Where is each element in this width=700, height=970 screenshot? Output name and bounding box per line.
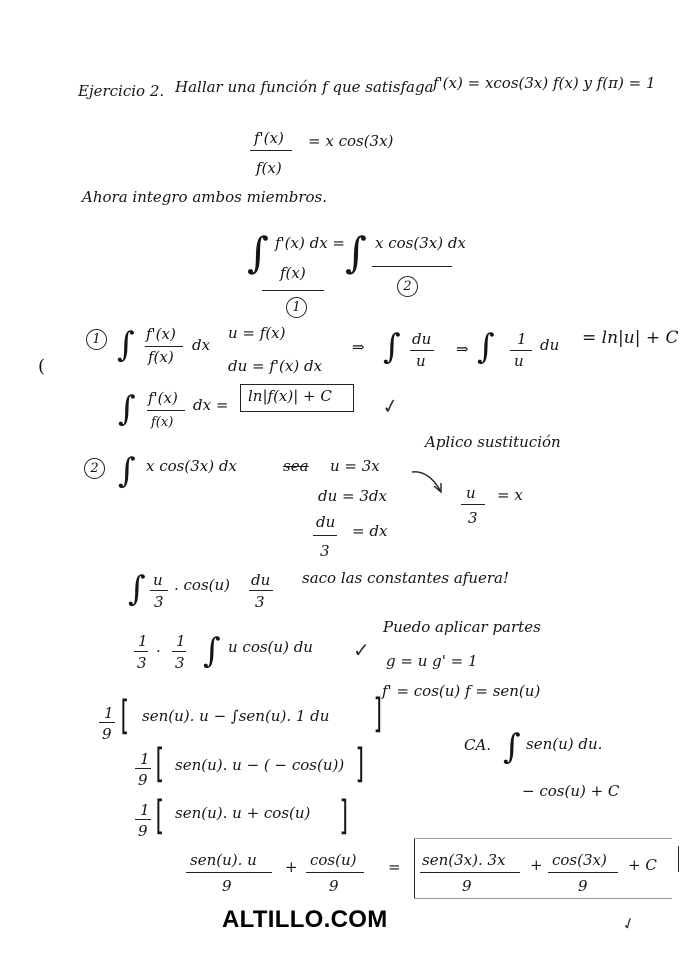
part4-c1-numerator: 1 xyxy=(138,632,148,650)
ca-result: − cos(u) + C xyxy=(522,782,620,800)
integral-sign: ∫ xyxy=(118,451,136,491)
integrate-text: Ahora integro ambos miembros. xyxy=(82,188,327,206)
part7-c-denominator: 9 xyxy=(138,822,148,840)
part8-a-denominator: 9 xyxy=(222,877,232,895)
part8-r-c: + C xyxy=(628,856,657,874)
part2-du3-denominator: 3 xyxy=(320,542,330,560)
integral-sign: ∫ xyxy=(247,228,269,277)
part2-x-rhs: = x xyxy=(497,486,523,504)
step2-left-underline xyxy=(262,290,324,291)
step2-right-numerator: x cos(3x) dx xyxy=(375,234,466,252)
part2-sub-u: u = 3x xyxy=(330,457,380,475)
step2-marker-2: 2 xyxy=(397,276,418,297)
part1-final-result: ln|f(x)| + C xyxy=(248,387,332,405)
part2-du3-numerator: du xyxy=(316,513,336,531)
part4-c2-denominator: 3 xyxy=(175,654,185,672)
step1-denominator: f(x) xyxy=(256,159,282,177)
step1-fraction-bar xyxy=(250,150,292,151)
part8-r1-denominator: 9 xyxy=(462,877,472,895)
part2-marker: 2 xyxy=(84,458,105,479)
part3-u-bar xyxy=(150,590,168,591)
part1-final-dx: dx = xyxy=(193,396,229,414)
ca-label: CA. xyxy=(464,736,492,754)
part6-c-numerator: 1 xyxy=(140,750,150,768)
part8-r1-bar xyxy=(420,872,520,873)
part8-plus: + xyxy=(285,858,298,876)
part1-final-numerator: f'(x) xyxy=(148,389,178,407)
right-bracket: ] xyxy=(373,691,383,737)
part4-integral: u cos(u) du xyxy=(228,638,313,656)
integral-sign: ∫ xyxy=(503,727,521,767)
part1-frac-numerator: f'(x) xyxy=(146,325,176,343)
part3-du-bar xyxy=(249,590,273,591)
part5-c-bar xyxy=(99,722,115,723)
part6-c-bar xyxy=(135,768,151,769)
answer-box-bottom xyxy=(414,898,672,899)
answer-box-right xyxy=(678,846,679,872)
integral-sign: ∫ xyxy=(128,569,146,609)
part1-du-denominator: u xyxy=(416,352,426,370)
part1-sub-u: u = f(x) xyxy=(228,324,286,342)
part1-frac-denominator: f(x) xyxy=(148,348,174,366)
part1-sub-du: du = f'(x) dx xyxy=(228,357,323,375)
right-bracket: ] xyxy=(339,793,349,839)
step1-numerator: f'(x) xyxy=(254,129,284,147)
part2-x-denominator: 3 xyxy=(468,509,478,527)
integral-sign: ∫ xyxy=(118,389,136,429)
part8-r2-denominator: 9 xyxy=(578,877,588,895)
part3-cos: . cos(u) xyxy=(174,576,231,594)
part8-equals: = xyxy=(388,858,401,876)
part2-x-bar xyxy=(461,504,485,505)
part3-note: saco las constantes afuera! xyxy=(302,569,510,587)
integral-sign: ∫ xyxy=(117,325,135,365)
part4-c1-denominator: 3 xyxy=(137,654,147,672)
part1-dx: dx xyxy=(192,336,211,354)
part8-a-bar xyxy=(186,872,272,873)
part1-arrow-1: ⇒ xyxy=(352,338,365,356)
part8-b-bar xyxy=(306,872,364,873)
exercise-statement: Hallar una función f que satisfaga xyxy=(175,78,434,96)
part1-final-denominator: f(x) xyxy=(151,415,174,430)
exercise-label: Ejercicio 2. xyxy=(78,82,165,100)
step2-left-denominator: f(x) xyxy=(280,264,306,282)
part1-arrow-2: ⇒ xyxy=(456,340,469,358)
exercise-equation: f'(x) = xcos(3x) f(x) y f(π) = 1 xyxy=(433,74,656,92)
part1-marker: 1 xyxy=(86,329,107,350)
part8-b-numerator: cos(u) xyxy=(310,851,357,869)
right-bracket: ] xyxy=(355,741,365,787)
step2-marker-1: 1 xyxy=(286,297,307,318)
part4-c2-bar xyxy=(172,651,186,652)
part2-x-numerator: u xyxy=(466,484,476,502)
step1-rhs: = x cos(3x) xyxy=(308,132,394,150)
part8-a-numerator: sen(u). u xyxy=(190,851,257,869)
part1-one-du: du xyxy=(540,336,560,354)
part2-sub-du: du = 3dx xyxy=(318,487,387,505)
part5-c-numerator: 1 xyxy=(104,704,114,722)
part2-du3-rhs: = dx xyxy=(352,522,388,540)
integral-sign: ∫ xyxy=(203,631,221,671)
part1-result: = ln|u| + C xyxy=(582,328,679,348)
ca-integral: sen(u) du. xyxy=(526,735,603,753)
part8-r2-numerator: cos(3x) xyxy=(552,851,607,869)
part4-c1-bar xyxy=(134,651,148,652)
answer-box-left xyxy=(414,838,415,898)
part4-c2-numerator: 1 xyxy=(176,632,186,650)
left-bracket: [ xyxy=(155,793,165,839)
part4-note: Puedo aplicar partes xyxy=(383,618,541,636)
step2-left-numerator: f'(x) dx = xyxy=(275,234,346,252)
part1-du-numerator: du xyxy=(412,330,432,348)
part1-one-numerator: 1 xyxy=(517,330,527,348)
part7-c-numerator: 1 xyxy=(140,801,150,819)
part6-c-denominator: 9 xyxy=(138,771,148,789)
part5-content: sen(u). u − ∫sen(u). 1 du xyxy=(142,707,330,725)
part8-b-denominator: 9 xyxy=(329,877,339,895)
part2-sub-prefix: sea xyxy=(283,457,309,475)
part7-content: sen(u). u + cos(u) xyxy=(175,804,311,822)
margin-mark: ( xyxy=(38,356,46,377)
step2-right-underline xyxy=(372,266,452,267)
part8-r-plus: + xyxy=(530,856,543,874)
check-mark-icon: ✓ xyxy=(353,638,370,662)
part3-du-denominator: 3 xyxy=(255,593,265,611)
left-bracket: [ xyxy=(120,693,130,739)
integral-sign: ∫ xyxy=(345,228,367,277)
left-bracket: [ xyxy=(155,741,165,787)
integral-sign: ∫ xyxy=(383,327,401,367)
check-mark-icon: ✓ xyxy=(380,392,401,420)
part8-r1-numerator: sen(3x). 3x xyxy=(422,851,506,869)
part2-integral: x cos(3x) dx xyxy=(146,457,237,475)
part8-r2-bar xyxy=(548,872,618,873)
curved-arrow-icon xyxy=(410,468,446,496)
part3-u-denominator: 3 xyxy=(154,593,164,611)
part7-c-bar xyxy=(135,819,151,820)
answer-box-top xyxy=(414,838,672,839)
integral-sign: ∫ xyxy=(477,327,495,367)
part5-c-denominator: 9 xyxy=(102,725,112,743)
watermark: ALTILLO.COM xyxy=(222,906,388,933)
check-mark-icon: ✓ xyxy=(619,912,639,935)
part6-content: sen(u). u − ( − cos(u)) xyxy=(175,756,345,774)
part1-one-denominator: u xyxy=(514,352,524,370)
part4-dot: . xyxy=(156,638,161,656)
part3-u-numerator: u xyxy=(153,571,163,589)
part4-f-line: f' = cos(u) f = sen(u) xyxy=(382,682,541,700)
part4-g-line: g = u g' = 1 xyxy=(386,652,478,670)
part2-note: Aplico sustitución xyxy=(425,433,561,451)
part2-du3-bar xyxy=(313,535,337,536)
part1-final-bar xyxy=(147,410,185,411)
part3-du-numerator: du xyxy=(251,571,271,589)
